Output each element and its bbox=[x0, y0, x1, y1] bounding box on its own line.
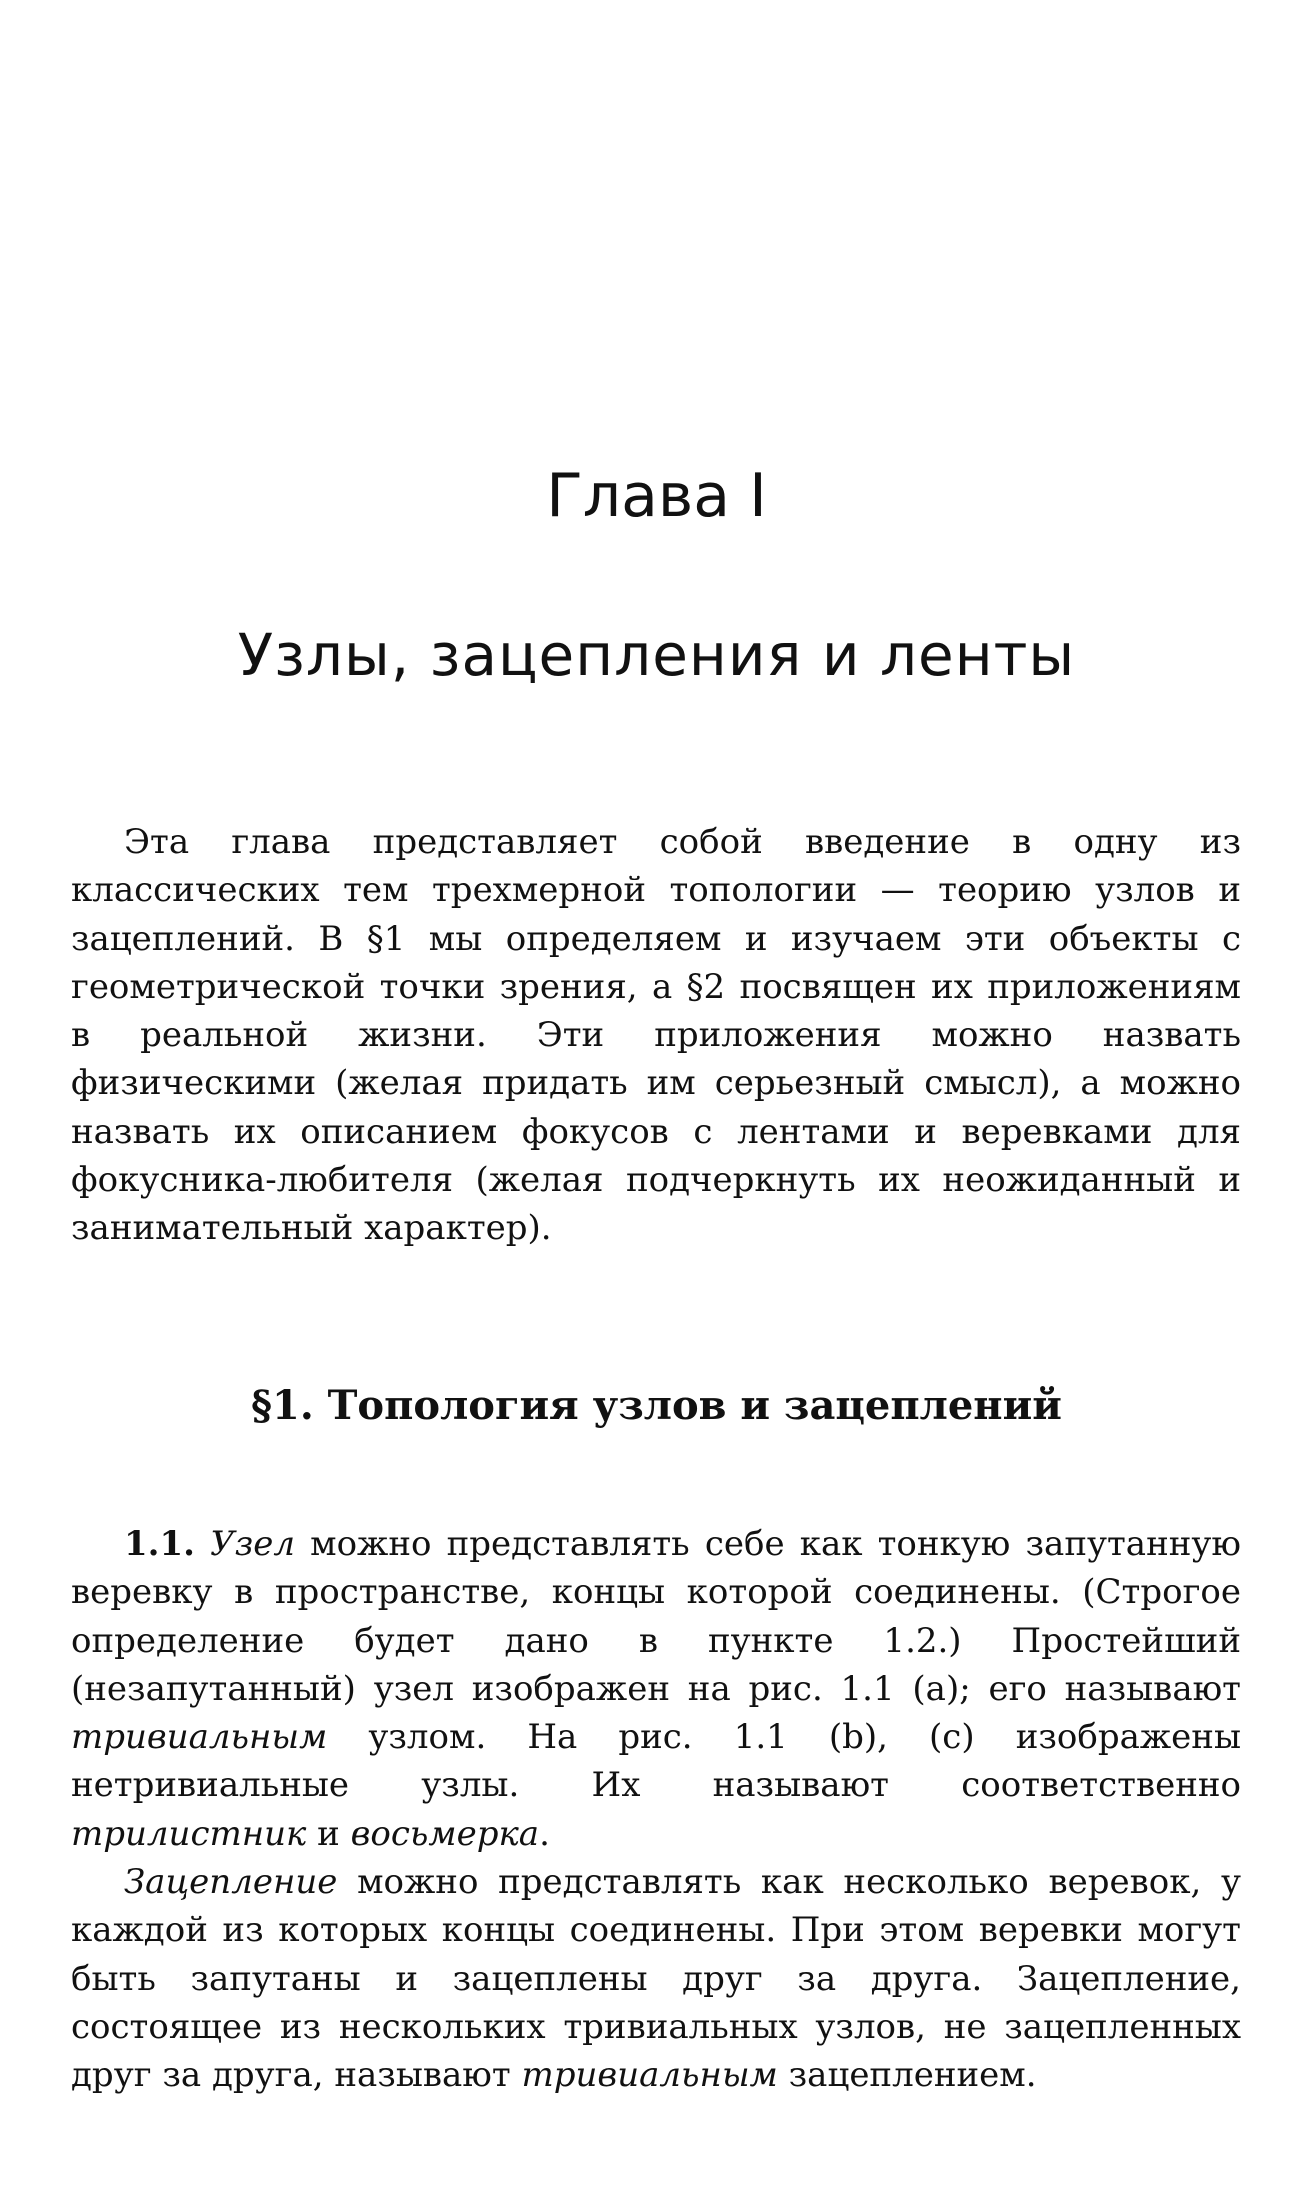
paragraph-text: . bbox=[539, 1813, 550, 1854]
intro-paragraph: Эта глава представляет собой введение в одну из классических тем трехмерной топологии — теорию узлов и зацеплений. В §1 мы определяем и изучаем эти объекты с геометрической точки зрения, а §2 посвящен их приложениям в реальной жизни. Эти приложения можно назвать физическими (желая придать им серьезный смысл), а можно назвать их описанием фокусов с лентами и веревками для фокусника-любителя (желая подчеркнуть их неожиданный и занимательный характер). bbox=[71, 822, 1241, 1249]
term-trefoil: трилистник bbox=[71, 1813, 307, 1854]
paragraph-knot-definition bbox=[71, 1520, 1241, 1858]
term-trivial-link: тривиальным bbox=[521, 2055, 778, 2096]
term-link: Зацепление bbox=[124, 1862, 338, 1903]
chapter-title: Узлы, зацепления и ленты bbox=[237, 621, 1076, 689]
chapter-label: Глава I bbox=[546, 461, 767, 531]
section-heading: §1. Топология узлов и зацеплений bbox=[251, 1382, 1062, 1429]
paragraph-text: можно представлять как несколько веревок, у каждой из которых концы соединены. При этом веревки могут быть запутаны и зацеплены друг за друга. Зацепление, состоящее из нескольких тривиальных узлов, не зацепленных друг за друга, называют bbox=[71, 1862, 1241, 2096]
intro-block bbox=[71, 818, 1241, 1253]
term-trivial: тривиальным bbox=[71, 1717, 328, 1758]
paragraph-link-definition bbox=[71, 1858, 1241, 2099]
item-number: 1.1. bbox=[124, 1524, 195, 1564]
paragraph-text: и bbox=[306, 1813, 351, 1854]
paragraph-text: можно представлять себе как тонкую запутанную веревку в пространстве, концы которой соединены. (Строгое определение будет дано в пункте 1.2.) Простейший (незапутанный) узел изображен на рис. 1.1 (a); его называют bbox=[71, 1524, 1241, 1709]
body-text-block bbox=[71, 1520, 1241, 2100]
term-figure-eight: восьмерка bbox=[350, 1813, 540, 1854]
term-knot: Узел bbox=[210, 1524, 296, 1564]
paragraph-text: зацеплением. bbox=[777, 2055, 1037, 2096]
paragraph-text: узлом. На рис. 1.1 (b), (c) изображены нетривиальные узлы. Их называют соответственно bbox=[71, 1717, 1241, 1806]
